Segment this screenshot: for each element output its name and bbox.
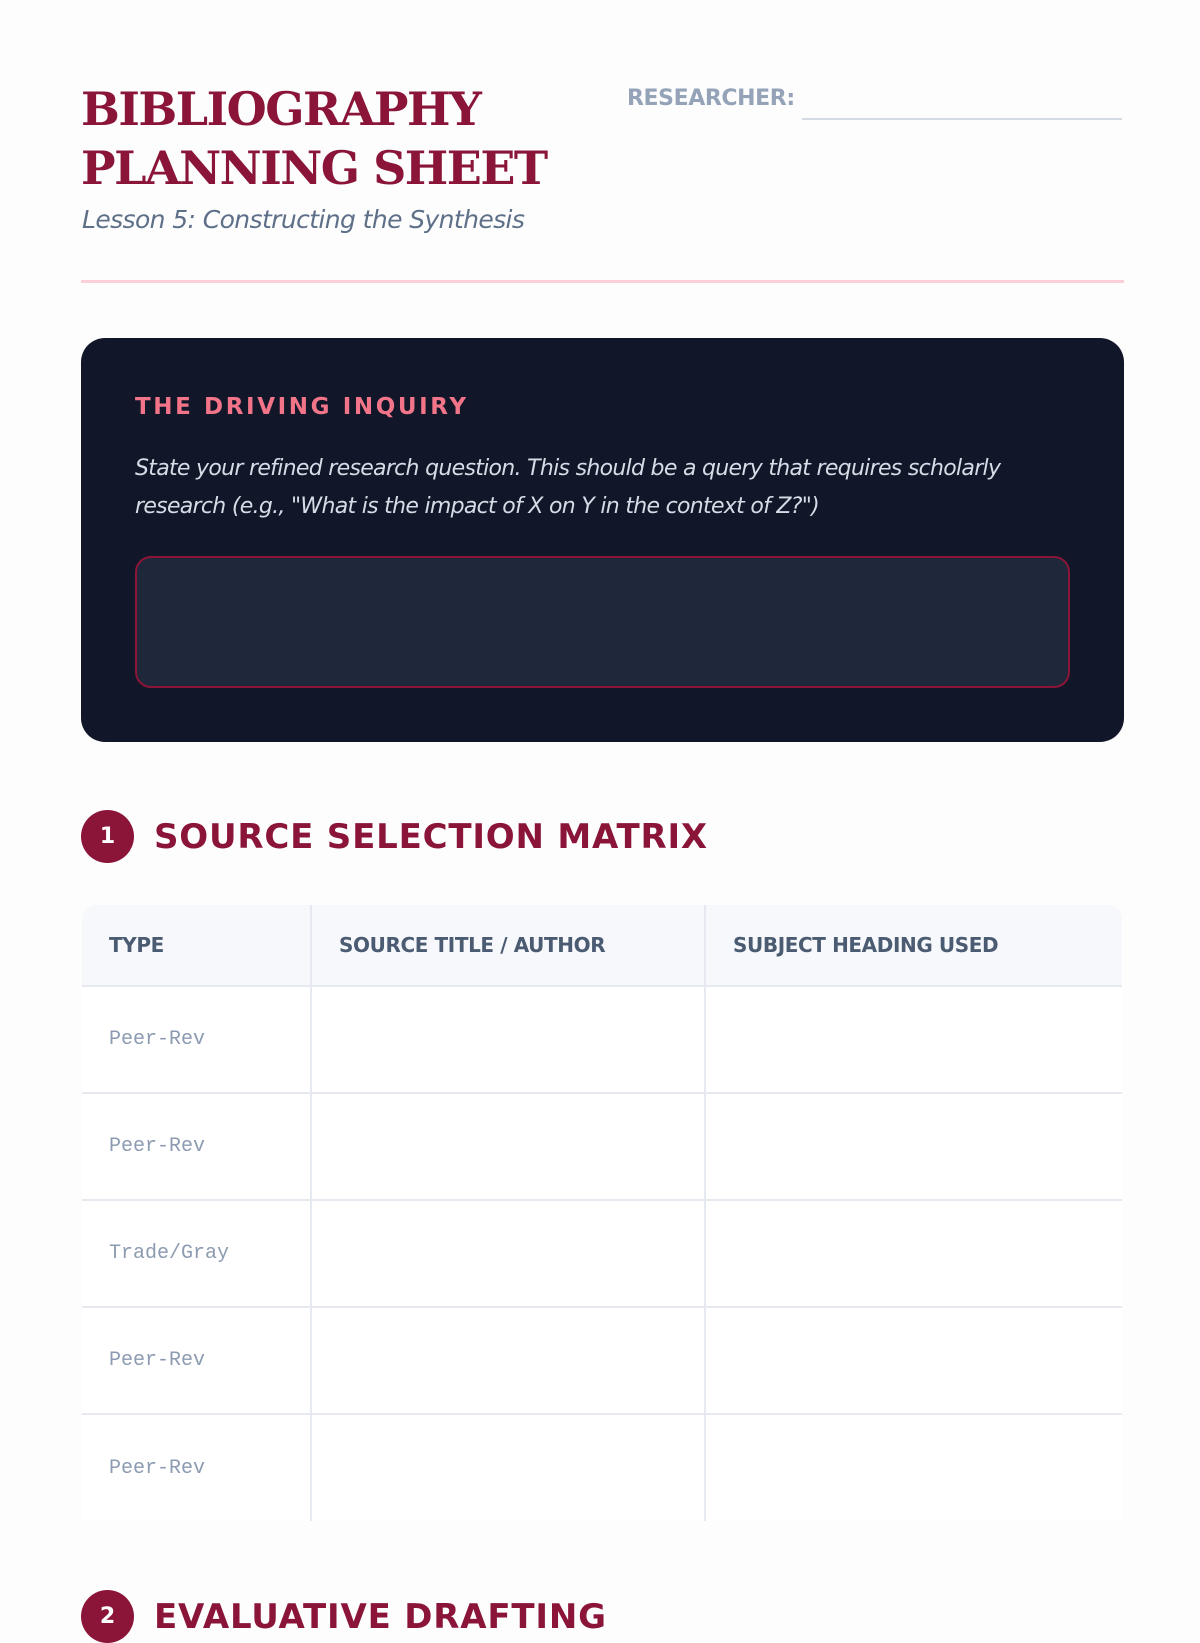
page-title (81, 80, 601, 198)
subject-heading-cell[interactable] (705, 1093, 1122, 1200)
researcher-name-field[interactable] (802, 118, 1122, 120)
source-selection-table (82, 905, 1122, 1521)
source-title-author-cell[interactable] (311, 1307, 705, 1414)
source-type-cell: Peer-Rev (82, 1307, 311, 1414)
subject-heading-cell[interactable] (705, 1307, 1122, 1414)
source-title-author-cell[interactable] (311, 986, 705, 1093)
table-header-row (82, 905, 1122, 986)
section-1-number-badge: 1 (81, 810, 134, 863)
source-type-cell: Peer-Rev (82, 1414, 311, 1521)
source-title-author-cell[interactable] (311, 1200, 705, 1307)
table-row (82, 1414, 1122, 1521)
section-2-number-badge: 2 (81, 1590, 134, 1643)
header-divider (81, 280, 1124, 283)
source-type-cell: Peer-Rev (82, 986, 311, 1093)
subject-heading-cell[interactable] (705, 1414, 1122, 1521)
table-row (82, 1200, 1122, 1307)
section-2-header (81, 1590, 607, 1643)
column-header-type: TYPE (82, 905, 311, 986)
column-header-source-title-author: SOURCE TITLE / AUTHOR (311, 905, 705, 986)
table-row (82, 1307, 1122, 1414)
column-header-subject-heading: SUBJECT HEADING USED (705, 905, 1122, 986)
driving-inquiry-heading: THE DRIVING INQUIRY (135, 394, 469, 420)
section-2-title: EVALUATIVE DRAFTING (154, 1596, 607, 1637)
driving-inquiry-card (81, 338, 1124, 742)
section-1-title: SOURCE SELECTION MATRIX (154, 816, 708, 857)
table-row (82, 986, 1122, 1093)
page-title-line-1: BIBLIOGRAPHY (81, 82, 481, 136)
source-type-cell: Peer-Rev (82, 1093, 311, 1200)
lesson-subtitle: Lesson 5: Constructing the Synthesis (82, 205, 525, 234)
source-type-cell: Trade/Gray (82, 1200, 311, 1307)
driving-inquiry-instructions: State your refined research question. This should be a query that requires scholarly research (e.g., "What is the impact of X on Y in the context of Z?") (135, 456, 1001, 519)
researcher-label: RESEARCHER: (627, 86, 795, 111)
source-title-author-cell[interactable] (311, 1093, 705, 1200)
source-title-author-cell[interactable] (311, 1414, 705, 1521)
page-title-line-2: PLANNING SHEET (81, 141, 547, 195)
section-1-header (81, 810, 708, 863)
subject-heading-cell[interactable] (705, 1200, 1122, 1307)
subject-heading-cell[interactable] (705, 986, 1122, 1093)
table-row (82, 1093, 1122, 1200)
research-question-input[interactable] (135, 556, 1070, 688)
